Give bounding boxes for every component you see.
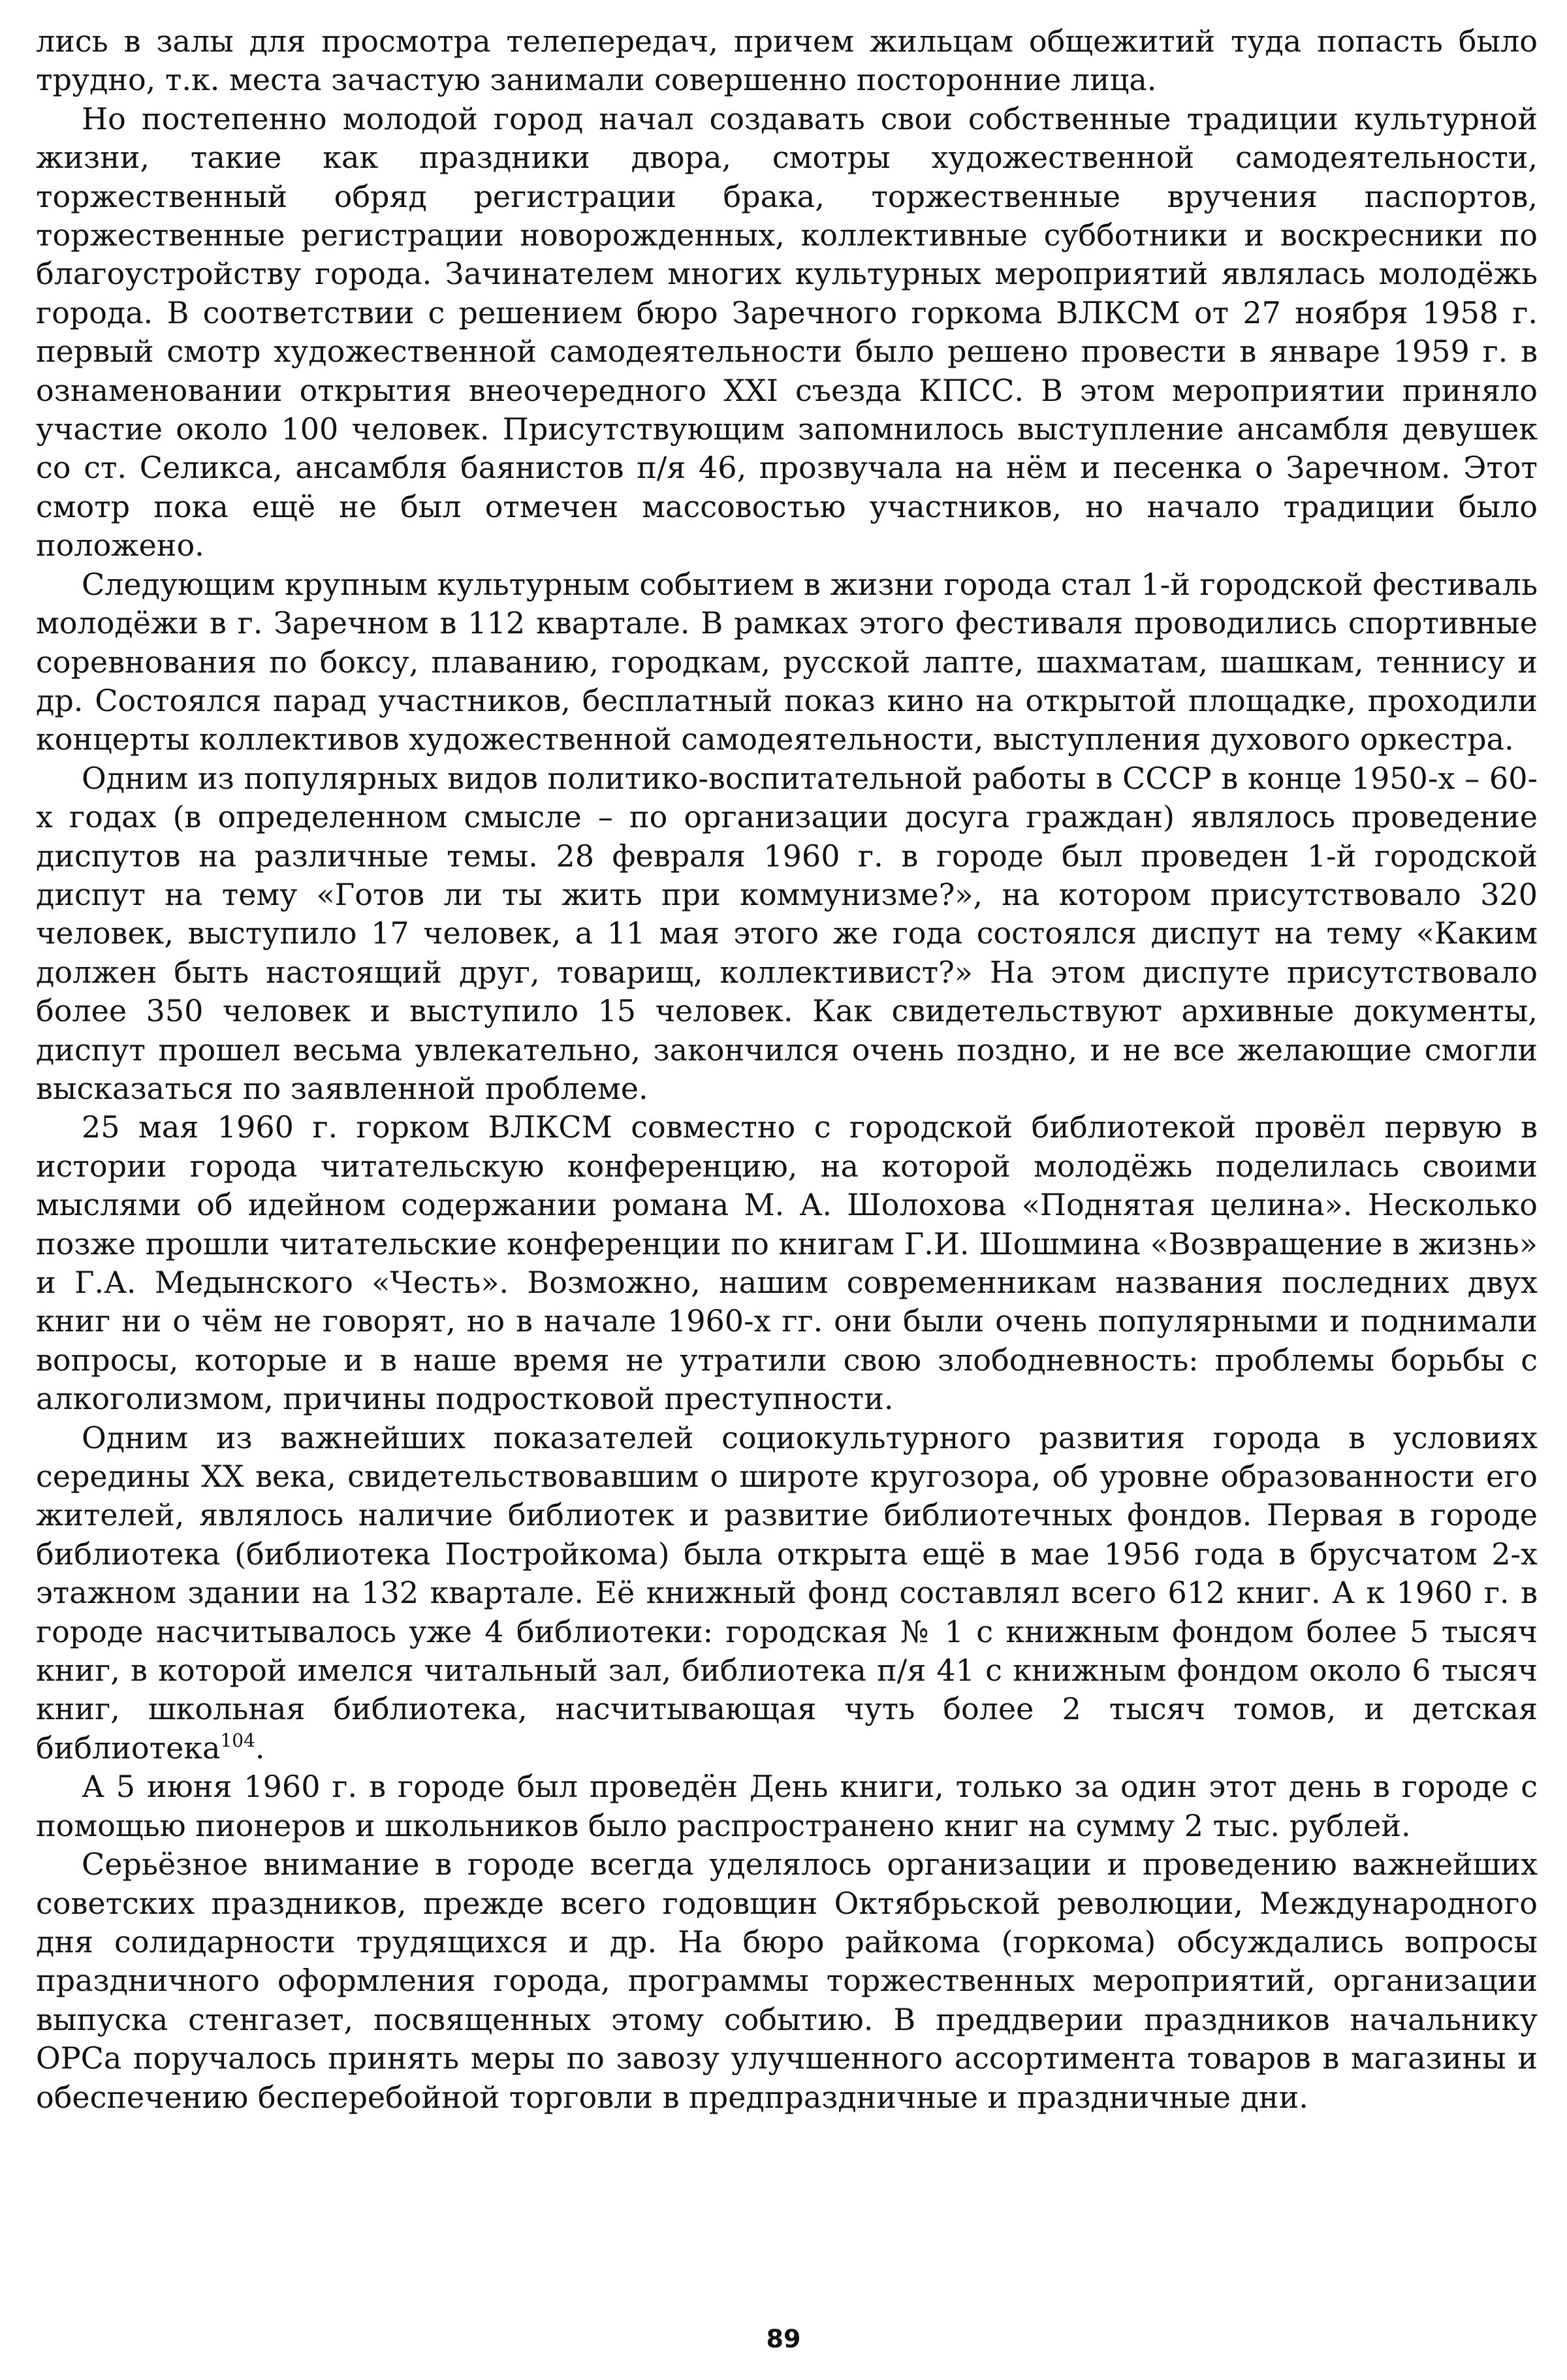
paragraph-reader-conference: 25 мая 1960 г. горком ВЛКСМ совместно с городской библиотекой провёл первую в истории города читательскую конференцию, на которой молодёжь поделилась своими мыслями об идейном содержании романа М. А. Шолохова «Поднятая целина». Несколько позже прошли читательские конференции по книгам Г.И. Шошмина «Возвращение в жизнь» и Г.А. Медынского «Честь». Возможно, нашим современникам названия последних двух книг ни о чём не говорят, но в начале 1960-х гг. они были очень популярными и поднимали вопросы, которые и в наше время не утратили свою злободневность: проблемы борьбы с алкоголизмом, причины подростковой преступности.: [36, 1109, 1538, 1417]
paragraph-continued: лись в залы для просмотра телепередач, причем жильцам общежитий туда попасть было трудно, т.к. места зачастую занимали совершенно посторонние лица.: [36, 24, 1538, 98]
page-number: 89: [766, 2324, 801, 2353]
paragraph-libraries: [36, 1419, 1538, 1768]
paragraph-book-day: А 5 июня 1960 г. в городе был проведён День книги, только за один этот день в городе с помощью пионеров и школьников было распространено книг на сумму 2 тыс. рублей.: [36, 1769, 1538, 1843]
footnote-reference[interactable]: 104: [220, 1729, 255, 1751]
document-page: [36, 22, 1538, 2117]
paragraph-cultural-traditions: Но постепенно молодой город начал создавать свои собственные традиции культурной жизни, такие как праздники двора, смотры художественной самодеятельности, торжественный обряд регистрации брака, торжественные вручения паспортов, торжественные регистрации новорожденных, коллективные субботники и воскресники по благоустройству города. Зачинателем многих культурных мероприятий являлась молодёжь города. В соответствии с решением бюро Заречного горкома ВЛКСМ от 27 ноября 1958 г. первый смотр художественной самодеятельности было решено провести в январе 1959 г. в ознаменовании открытия внеочередного XXI съезда КПСС. В этом мероприятии приняло участие около 100 человек. Присутствующим запомнилось выступление ансамбля девушек со ст. Селикса, ансамбля баянистов п/я 46, прозвучала на нём и песенка о Заречном. Этот смотр пока ещё не был отмечен массовостью участников, но начало традиции было положено.: [36, 101, 1538, 563]
paragraph-libraries-end: .: [255, 1730, 265, 1766]
paragraph-youth-festival: Следующим крупным культурным событием в жизни города стал 1-й городской фестиваль молодёжи в г. Заречном в 112 квартале. В рамках этого фестиваля проводились спортивные соревнования по боксу, плаванию, городкам, русской лапте, шахматам, шашкам, теннису и др. Состоялся парад участников, бесплатный показ кино на открытой площадке, проходили концерты коллективов художественной самодеятельности, выступления духового оркестра.: [36, 566, 1538, 757]
paragraph-soviet-holidays: Серьёзное внимание в городе всегда уделялось организации и проведению важнейших советских праздников, прежде всего годовщин Октябрьской революции, Международного дня солидарности трудящихся и др. На бюро райкома (горкома) обсуждались вопросы праздничного оформления города, программы торжественных мероприятий, организации выпуска стенгазет, посвященных этому событию. В преддверии праздников начальнику ОРСа поручалось принять меры по завозу улучшенного ассортимента товаров в магазины и обеспечению бесперебойной торговли в предпраздничные и праздничные дни.: [36, 1847, 1538, 2115]
paragraph-libraries-text: Одним из важнейших показателей социокультурного развития города в условиях середины XX века, свидетельствовавшим о широте кругозора, об уровне образованности его жителей, являлось наличие библиотек и развитие библиотечных фондов. Первая в городе библиотека (библиотека Постройкома) была открыта ещё в мае 1956 года в брусчатом 2-х этажном здании на 132 квартале. Её книжный фонд составлял всего 612 книг. А к 1960 г. в городе насчитывалось уже 4 библиотеки: городская № 1 с книжным фондом более 5 тысяч книг, в которой имелся читальный зал, библиотека п/я 41 с книжным фондом около 6 тысяч книг, школьная библиотека, насчитывающая чуть более 2 тысяч томов, и детская библиотека: [36, 1420, 1538, 1766]
paragraph-disputes: Одним из популярных видов политико-воспитательной работы в СССР в конце 1950-х – 60-х годах (в определенном смысле – по организации досуга граждан) являлось проведение диспутов на различные темы. 28 февраля 1960 г. в городе был проведен 1-й городской диспут на тему «Готов ли ты жить при коммунизме?», на котором присутствовало 320 человек, выступило 17 человек, а 11 мая этого же года состоялся диспут на тему «Каким должен быть настоящий друг, товарищ, коллективист?» На этом диспуте присутствовало более 350 человек и выступило 15 человек. Как свидетельствуют архивные документы, диспут прошел весьма увлекательно, закончился очень поздно, и не все желающие смогли высказаться по заявленной проблеме.: [36, 760, 1538, 1106]
